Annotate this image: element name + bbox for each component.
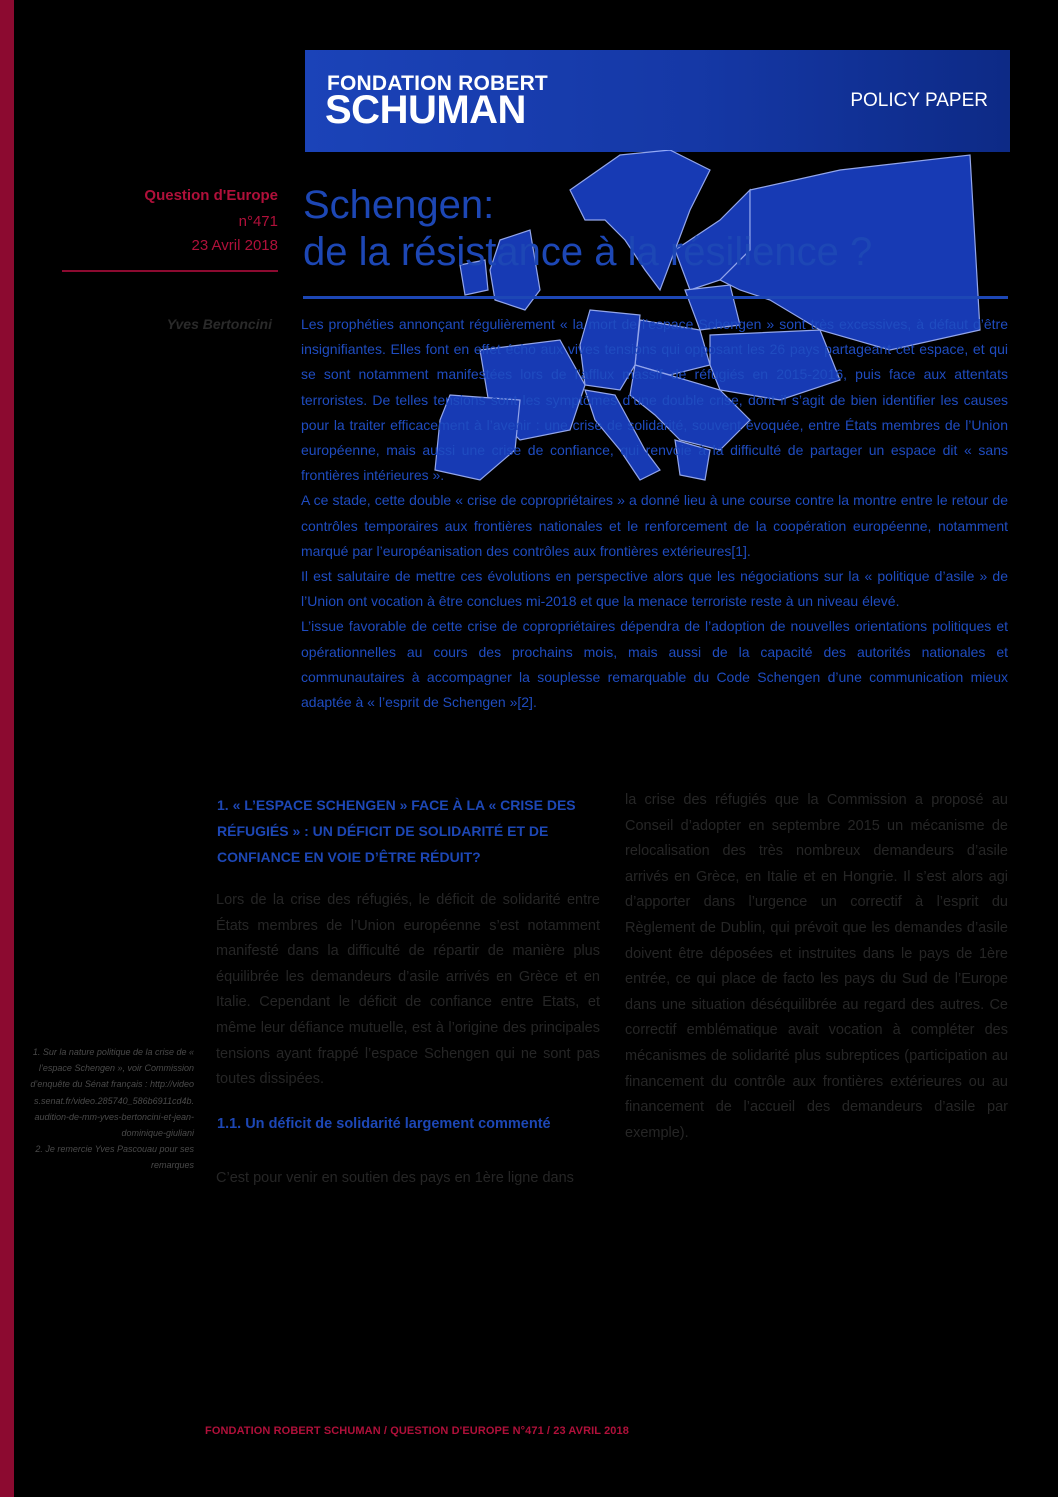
subsection-1-1-text: C’est pour venir en soutien des pays en 1ère ligne dans [216,1170,574,1186]
policy-paper-label: POLICY PAPER [850,90,988,111]
footnote-1: 1. Sur la nature politique de la crise de « l’espace Schengen », voir Commission d’enquête du Sénat français : http://videos.senat.fr/video.285740_586b6911cd4b.audition-de-mm-yves-bertoncini-et-jean-dominique-giuliani [30,1047,194,1139]
header-banner [305,50,1010,152]
footnote-2: 2. Je remercie Yves Pascouau pour ses remarques [35,1144,194,1171]
publication-date: 23 Avril 2018 [191,237,278,254]
issue-number: n°471 [238,213,278,230]
subsection-1-1-paragraph [216,1166,600,1192]
title-line1: Schengen: [303,183,495,227]
logo-line1: FONDATION ROBERT [327,72,548,95]
meta-divider [62,270,278,272]
right-column-text: la crise des réfugiés que la Commission a proposé au Conseil d’adopter en septembre 2015 un mécanisme de relocalisation des très nombreux demandeurs d’asile arrivés en Grèce, en Italie et en Hongrie. Il s’est alors agi d’apporter dans l’urgence un correctif à l’esprit du Règlement de Dublin, qui prévoit que les demandes d’asile doivent être déposées et instruites dans le pays de 1ère entrée, ce qui place de facto les pays du Sud de l’Europe dans une situation déséquilibrée au regard des autres. Ce correctif emblématique avait vocation à compléter des mécanismes de solidarité plus subreptices (participation au financement du contrôle aux frontières extérieures ou au financement de l’accueil des demandeurs d’asile par exemple). [625,792,1008,1141]
title-line2: de la résistance à la résilience ? [303,230,873,274]
subsection-1-1-heading: 1.1. Un déficit de solidarité largement commenté [217,1116,551,1132]
author-name: Yves Bertoncini [166,316,272,332]
page-footer: FONDATION ROBERT SCHUMAN / QUESTION D'EUROPE N°471 / 23 AVRIL 2018 [205,1425,629,1437]
footnotes [30,1044,194,1174]
intro-paragraph: Il est salutaire de mettre ces évolutions en perspective alors que les négociations sur la « politique d’asile » de l’Union ont vocation à être conclues mi-2018 et que la menace terroriste reste à un niveau élevé. [301,568,1008,610]
section-1-heading: 1. « L’ESPACE SCHENGEN » FACE À LA « CRISE DES RÉFUGIÉS » : UN DÉFICIT DE SOLIDARITÉ ET DE CONFIANCE EN VOIE D’ÊTRE RÉDUIT? [217,797,576,865]
section-1-paragraph [216,888,600,1093]
intro-paragraph: Les prophéties annonçant régulièrement « la mort de l’espace Schengen » sont très excessives, à défaut d’être insignifiantes. Elles font en effet écho aux vives tensions qui opposant les 26 pays partageant cet espace, et qui se sont notamment manifestées lors de l’afflux massif de réfugiés en 2015-2016, puis face aux attentats terroristes. De telles tensions sont les symptômes d’une double crise, dont il s’agit de bien identifier les causes pour la traiter efficacement à l’avenir : une crise de solidarité, souvent évoquée, entre États membres de l’Union européenne, mais aussi une crise de confiance, qui renvoie à la difficulté de partager un espace dit « sans frontières intérieures ». [301,316,1008,484]
intro-paragraph: A ce stade, cette double « crise de copropriétaires » a donné lieu à une course contre la montre entre le retour de contrôles temporaires aux frontières nationales et le renforcement de la coopération européenne, notamment marqué par l’européanisation des contrôles aux frontières extérieures[1]. [301,492,1008,559]
title-divider [303,296,1008,299]
left-accent-bar [0,0,14,1497]
intro-text [301,312,1008,715]
intro-paragraph: L’issue favorable de cette crise de copropriétaires dépendra de l’adoption de nouvelles orientations politiques et opérationnelles au cours des prochains mois, mais aussi de la capacité des autorités nationales et communautaires à accompagner la souplesse remarquable du Code Schengen d’une communication mieux adaptée à « l’esprit de Schengen »[2]. [301,618,1008,711]
series-label: Question d'Europe [144,187,278,204]
logo-line2: SCHUMAN [325,88,526,132]
section-1-text: Lors de la crise des réfugiés, le déficit de solidarité entre États membres de l’Union européenne s’est notamment manifesté dans la difficulté de répartir de manière plus équilibrée les demandeurs d’asile arrivés en Grèce et en Italie. Cependant le déficit de confiance entre Etats, et même leur défiance mutuelle, est à l’origine des principales tensions ayant frappé l’espace Schengen qui ne sont pas toutes dissipées. [216,892,600,1088]
right-column-paragraph [625,788,1008,1146]
